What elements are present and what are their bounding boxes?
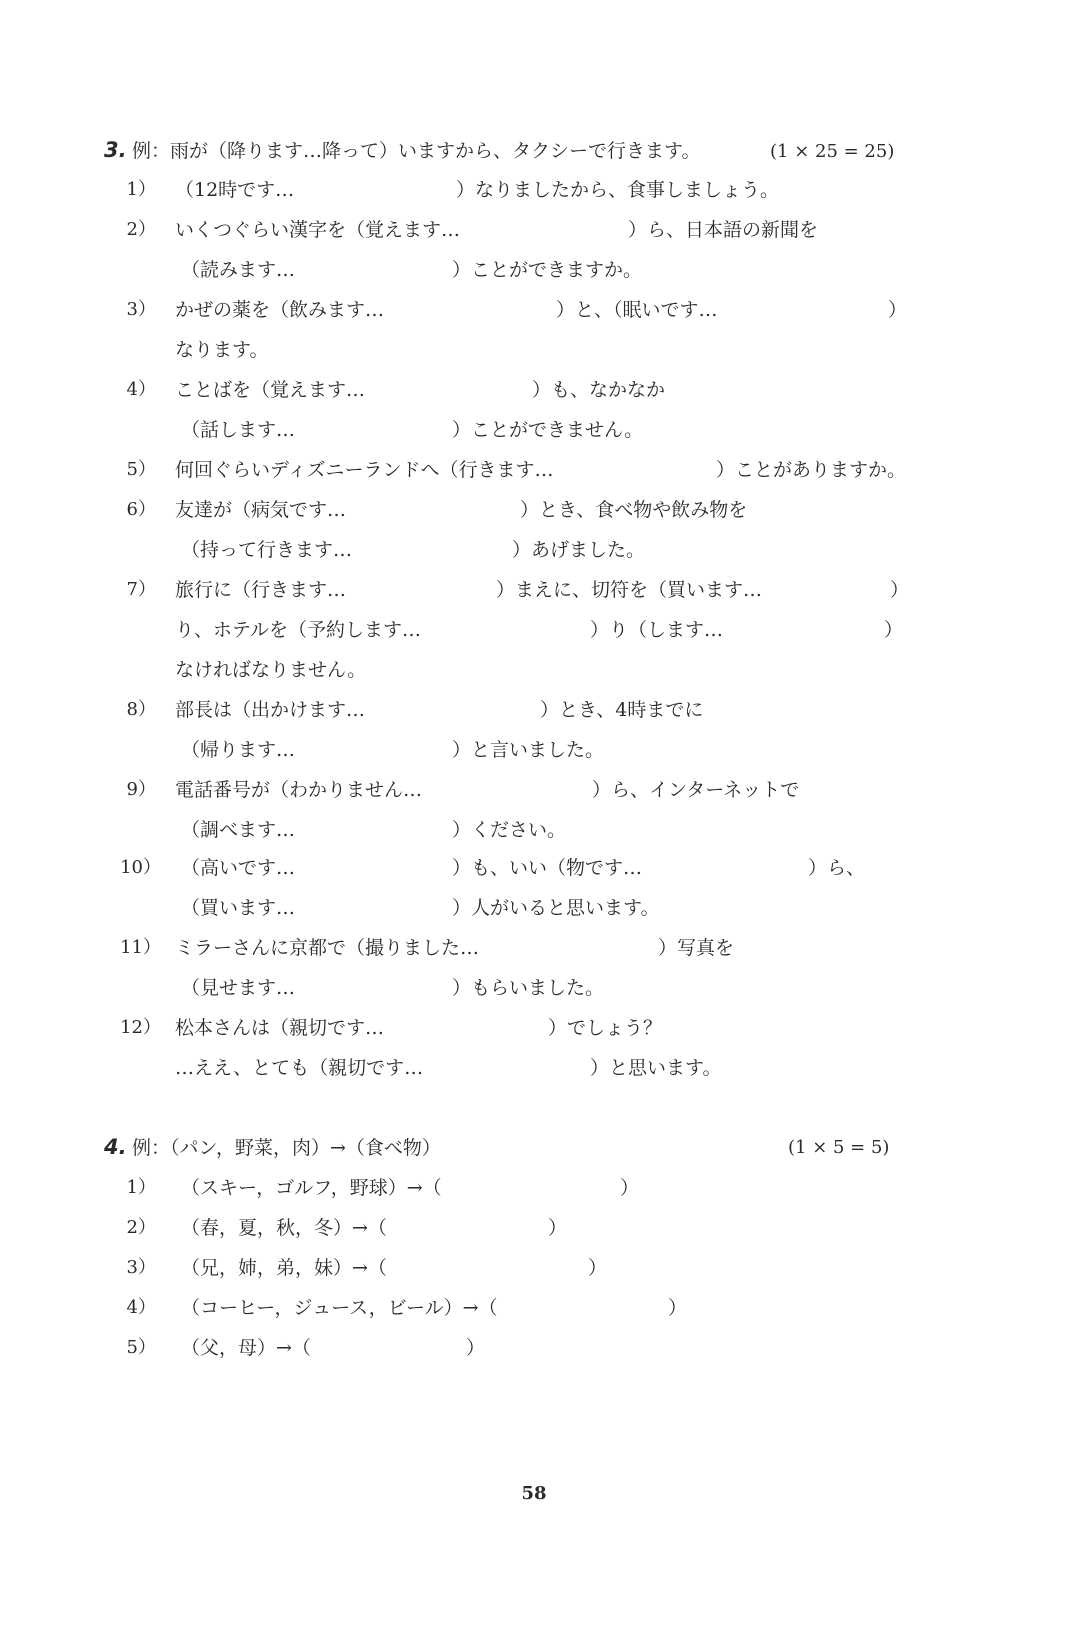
item-text: （父，母）→（ — [181, 1337, 311, 1359]
item-text: なければなりません。 — [175, 659, 367, 681]
item-text: ） — [548, 1217, 568, 1239]
item-text: （持って行きます… — [181, 539, 353, 561]
item-text: ）ください。 — [452, 819, 567, 841]
item-text: ことばを（覚えます… — [175, 379, 366, 401]
item-text: （帰ります… — [181, 739, 296, 761]
question-4-example: 例：（パン，野菜，肉）→（食べ物） — [132, 1137, 441, 1159]
item-number: 5） — [126, 459, 156, 480]
item-text: ）なりましたから、食事しましょう。 — [456, 179, 780, 201]
item-text: 旅行に（行きます… — [175, 579, 347, 601]
item-text: ）と、（眠いです… — [556, 299, 718, 321]
item-number: 7） — [126, 579, 156, 600]
item-number: 1） — [126, 1177, 156, 1198]
item-text: ミラーさんに京都で（撮りました… — [175, 937, 480, 959]
item-text: ）ら、日本語の新聞を — [628, 219, 819, 241]
item-text: （見せます… — [181, 977, 296, 999]
item-text: ）とき、食べ物や飲み物を — [520, 499, 748, 521]
item-text: ） — [888, 299, 908, 321]
item-text: （話します… — [181, 419, 296, 441]
item-number: 3） — [126, 1257, 156, 1278]
item-number: 12） — [120, 1017, 161, 1038]
item-text: いくつぐらい漢字を（覚えます… — [175, 219, 461, 241]
question-number-3: 3. — [104, 138, 127, 162]
item-text: ）り（します… — [590, 619, 724, 641]
item-text: ）あげました。 — [512, 539, 646, 561]
item-text: ）ことがありますか。 — [716, 459, 907, 481]
item-number: 2） — [126, 219, 156, 240]
item-number: 9） — [126, 779, 156, 800]
item-number: 10） — [120, 857, 161, 878]
item-number: 1） — [126, 179, 156, 200]
item-text: ）まえに、切符を（買います… — [496, 579, 763, 601]
item-text: なります。 — [175, 339, 269, 361]
item-text: り、ホテルを（予約します… — [175, 619, 422, 641]
item-text: ） — [884, 619, 904, 641]
item-text: （買います… — [181, 897, 296, 919]
item-number: 6） — [126, 499, 156, 520]
item-text: ） — [890, 579, 910, 601]
question-number-4: 4. — [104, 1135, 127, 1159]
question-3-example: 例：雨が（降ります…降って）いますから、タクシーで行きます。 — [132, 140, 701, 162]
item-text: ）も、いい（物です… — [452, 857, 643, 879]
item-text: 電話番号が（わかりません… — [175, 779, 423, 801]
item-number: 11） — [120, 937, 161, 958]
item-text: ）と思います。 — [590, 1057, 722, 1079]
item-text: ）とき、4時までに — [540, 699, 704, 721]
item-text: ）ことができますか。 — [452, 259, 643, 281]
item-number: 3） — [126, 299, 156, 320]
item-text: 部長は（出かけます… — [175, 699, 366, 721]
item-text: ）と言いました。 — [452, 739, 605, 761]
item-text: ） — [620, 1177, 640, 1199]
item-text: ）ことができません。 — [452, 419, 644, 441]
item-text: ） — [466, 1337, 486, 1359]
item-text: ）もらいました。 — [452, 977, 605, 999]
item-number: 4） — [126, 379, 156, 400]
item-text: …ええ、とても（親切です… — [175, 1057, 424, 1079]
item-text: （春，夏，秋，冬）→（ — [181, 1217, 387, 1239]
item-text: （12時です… — [175, 179, 295, 201]
item-text: ）ら、インターネットで — [592, 779, 800, 801]
item-text: かぜの薬を（飲みます… — [175, 299, 385, 321]
item-number: 4） — [126, 1297, 156, 1318]
item-text: （スキー，ゴルフ，野球）→（ — [181, 1177, 442, 1199]
item-text: 松本さんは（親切です… — [175, 1017, 385, 1039]
item-text: （兄，姉，弟，妹）→（ — [181, 1257, 387, 1279]
item-text: ）も、なかなか — [532, 379, 666, 401]
item-text: 何回ぐらいディズニーランドへ（行きます… — [175, 459, 554, 481]
item-text: ） — [668, 1297, 688, 1319]
item-number: 8） — [126, 699, 156, 720]
question-4-score: (1 × 5 = 5) — [788, 1137, 890, 1158]
item-text: ） — [588, 1257, 608, 1279]
question-3-score: (1 × 25 = 25) — [770, 141, 895, 162]
item-text: （調べます… — [181, 819, 296, 841]
item-text: ）でしょう？ — [548, 1017, 663, 1039]
item-number: 5） — [126, 1337, 156, 1358]
item-text: （コーヒー，ジュース，ビール）→（ — [181, 1297, 498, 1319]
item-text: （読みます… — [181, 259, 296, 281]
item-text: （高いです… — [181, 857, 296, 879]
item-text: ）人がいると思います。 — [452, 897, 660, 919]
page-number: 58 — [521, 1483, 547, 1504]
item-text: 友達が（病気です… — [175, 499, 347, 521]
item-text: ）ら、 — [808, 857, 866, 879]
item-text: ）写真を — [658, 937, 735, 959]
item-number: 2） — [126, 1217, 156, 1238]
